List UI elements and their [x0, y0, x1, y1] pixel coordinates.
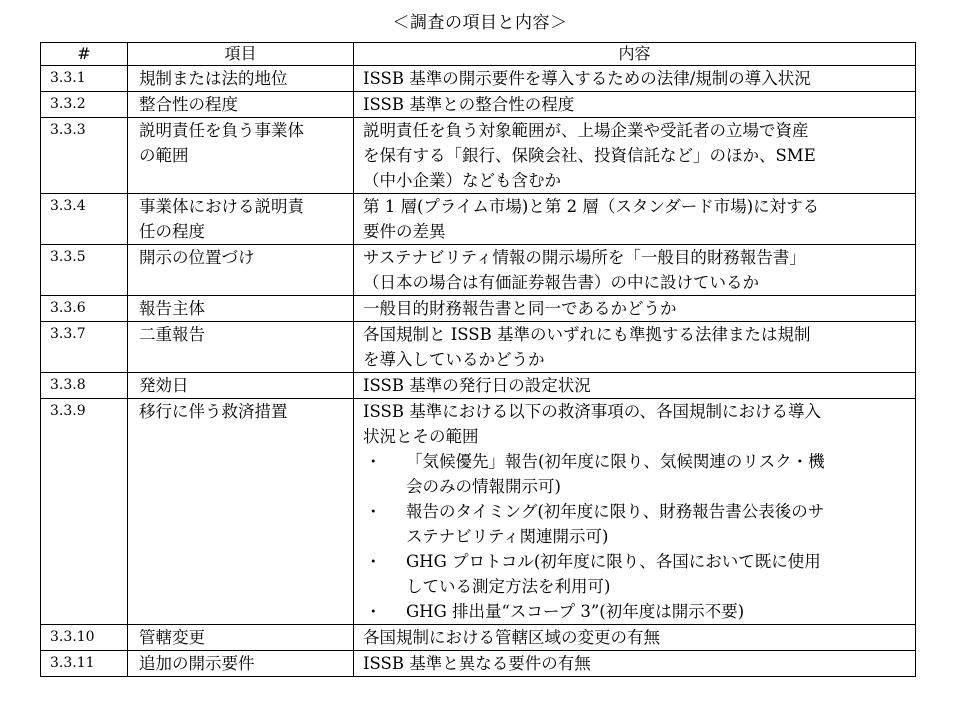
- row-content: [354, 118, 916, 194]
- relief-bullet-item: [363, 549, 909, 599]
- table-row: [41, 118, 916, 194]
- row-item: [128, 245, 354, 296]
- bullet-mark: ・: [365, 452, 382, 471]
- item-line: 事業体における説明責: [139, 197, 304, 216]
- row-num: 3.3.9: [41, 399, 128, 625]
- row-num: 3.3.11: [41, 651, 128, 677]
- row-num: 3.3.5: [41, 245, 128, 296]
- row-num: 3.3.3: [41, 118, 128, 194]
- row-item: [128, 399, 354, 625]
- table-caption: ＜調査の項目と内容＞: [392, 13, 568, 33]
- row-content: [354, 322, 916, 373]
- bullet-line: GHG プロトコル(初年度に限り、各国において既に使用: [406, 552, 821, 571]
- bullet-line: GHG 排出量“スコープ 3”(初年度は開示不要): [406, 602, 745, 621]
- row-item: [128, 296, 354, 322]
- survey-items-table: [40, 42, 916, 677]
- relief-bullet-item: [363, 449, 909, 499]
- table-row: [41, 66, 916, 92]
- row-num: 3.3.10: [41, 625, 128, 651]
- header-content: 内容: [354, 43, 916, 66]
- row-num: 3.3.4: [41, 194, 128, 245]
- item-line: 整合性の程度: [139, 95, 238, 114]
- content-line: （日本の場合は有価証券報告書）の中に設けているか: [363, 273, 759, 292]
- content-line: 説明責任を負う対象範囲が、上場企業や受託者の立場で資産: [363, 121, 809, 140]
- item-line: 発効日: [139, 376, 189, 395]
- content-line: 各国規制と ISSB 基準のいずれにも準拠する法律または規制: [363, 325, 811, 344]
- row-content: [354, 651, 916, 677]
- content-line: ISSB 基準の発行日の設定状況: [363, 376, 591, 395]
- content-line: ISSB 基準と異なる要件の有無: [363, 654, 591, 673]
- table-header-row: [41, 43, 916, 66]
- item-line: 追加の開示要件: [139, 654, 255, 673]
- row-num: 3.3.2: [41, 92, 128, 118]
- row-item: [128, 118, 354, 194]
- bullet-line: 報告のタイミング(初年度に限り、財務報告書公表後のサ: [406, 502, 825, 521]
- relief-bullet-item: [363, 599, 909, 624]
- row-item: [128, 651, 354, 677]
- header-item: 項目: [128, 43, 354, 66]
- bullet-mark: ・: [365, 502, 382, 521]
- row-item: [128, 322, 354, 373]
- content-line: 要件の差異: [363, 222, 446, 241]
- row-content: [354, 92, 916, 118]
- row-content: [354, 625, 916, 651]
- bullet-line: 会のみの情報開示可): [406, 477, 561, 496]
- row-num: 3.3.8: [41, 373, 128, 399]
- row-item: [128, 194, 354, 245]
- content-line: ISSB 基準における以下の救済事項の、各国規制における導入: [363, 402, 822, 421]
- table-row: [41, 322, 916, 373]
- content-line: （中小企業）なども含むか: [363, 171, 561, 190]
- row-item: [128, 66, 354, 92]
- content-line: ISSB 基準との整合性の程度: [363, 95, 575, 114]
- table-row: [41, 651, 916, 677]
- row-num: 3.3.7: [41, 322, 128, 373]
- row-num: 3.3.1: [41, 66, 128, 92]
- table-row: [41, 194, 916, 245]
- row-num: 3.3.6: [41, 296, 128, 322]
- item-line: 開示の位置づけ: [139, 248, 255, 267]
- row-content: [354, 66, 916, 92]
- item-line: 二重報告: [139, 325, 205, 344]
- bullet-line: している測定方法を利用可): [406, 577, 611, 596]
- item-line: 任の程度: [139, 222, 205, 241]
- row-content: [354, 373, 916, 399]
- item-line: 移行に伴う救済措置: [139, 402, 288, 421]
- row-item: [128, 92, 354, 118]
- content-line: 各国規制における管轄区域の変更の有無: [363, 628, 660, 647]
- content-line: ISSB 基準の開示要件を導入するための法律/規制の導入状況: [363, 69, 811, 88]
- row-item: [128, 373, 354, 399]
- content-line: 第 1 層(プライム市場)と第 2 層（スタンダード市場)に対する: [363, 197, 820, 216]
- bullet-mark: ・: [365, 552, 382, 571]
- item-line: 説明責任を負う事業体: [139, 121, 304, 140]
- row-content: [354, 399, 916, 625]
- item-line: 規制または法的地位: [139, 69, 288, 88]
- content-line: を導入しているかどうか: [363, 350, 545, 369]
- bullet-line: 「気候優先」報告(初年度に限り、気候関連のリスク・機: [406, 452, 825, 471]
- content-line: 状況とその範囲: [363, 427, 479, 446]
- content-line: を保有する「銀行、保険会社、投資信託など」のほか、SME: [363, 146, 816, 165]
- content-line: 一般目的財務報告書と同一であるかどうか: [363, 299, 677, 318]
- header-num: #: [41, 43, 128, 66]
- content-line: サステナビリティ情報の開示場所を「一般目的財務報告書」: [363, 248, 806, 267]
- table-row: [41, 92, 916, 118]
- table-row: [41, 296, 916, 322]
- table-row: [41, 245, 916, 296]
- row-content: [354, 296, 916, 322]
- row-content: [354, 245, 916, 296]
- row-content: [354, 194, 916, 245]
- table-row: [41, 373, 916, 399]
- relief-bullet-item: [363, 499, 909, 549]
- bullet-mark: ・: [365, 602, 382, 621]
- item-line: の範囲: [139, 146, 189, 165]
- table-row: [41, 625, 916, 651]
- row-item: [128, 625, 354, 651]
- bullet-line: ステナビリティ関連開示可): [406, 527, 609, 546]
- item-line: 管轄変更: [139, 628, 205, 647]
- table-row: [41, 399, 916, 625]
- item-line: 報告主体: [139, 299, 205, 318]
